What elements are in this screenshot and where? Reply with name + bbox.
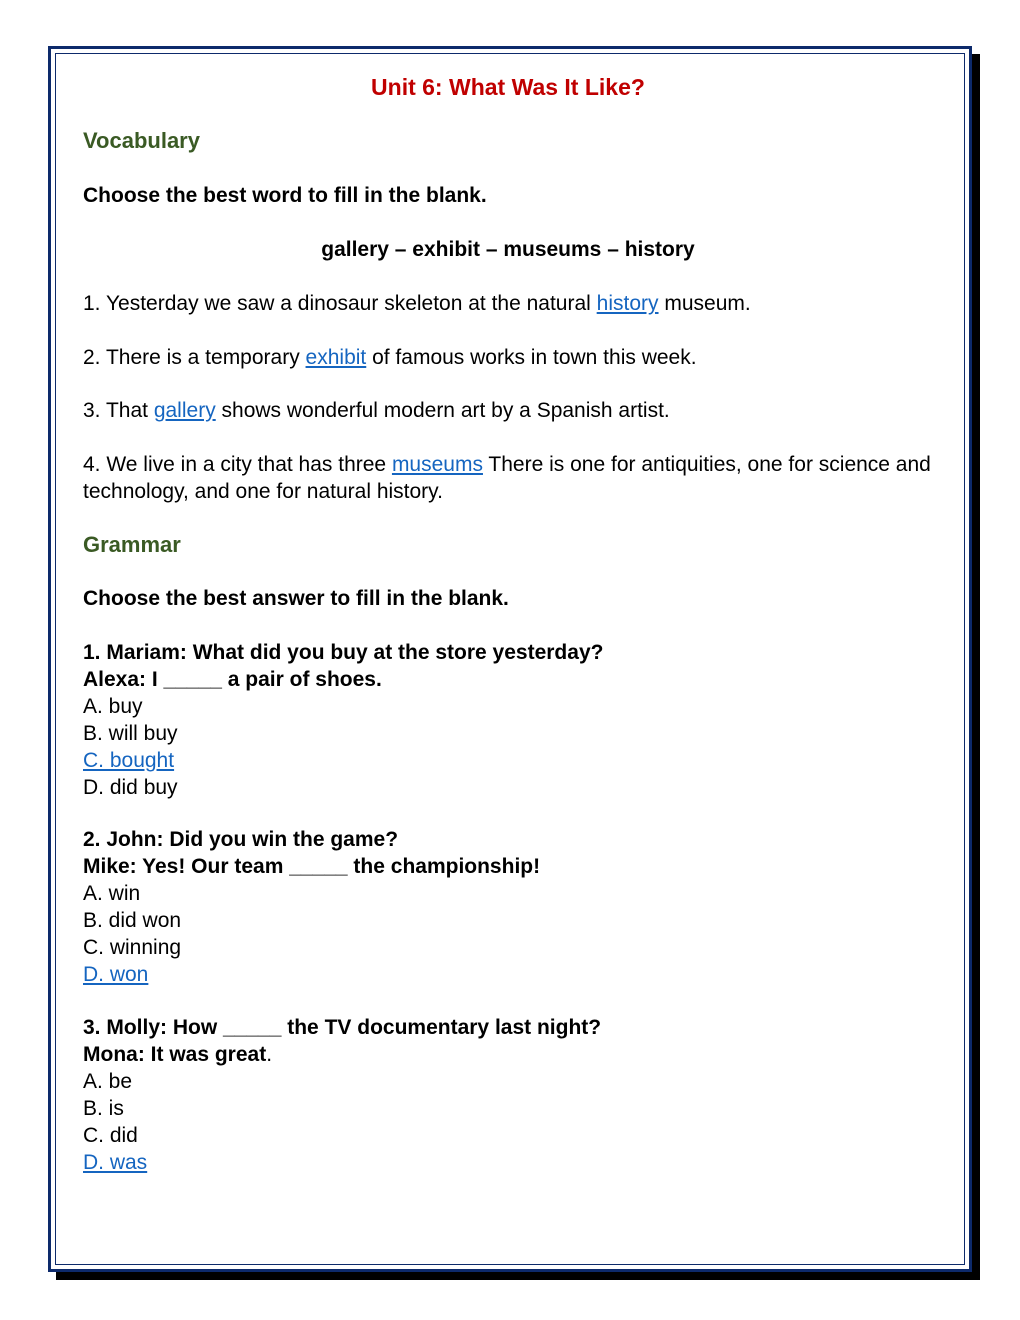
grammar-question	[83, 639, 603, 801]
option: C. did	[83, 1124, 138, 1147]
option: A. be	[83, 1070, 133, 1093]
grammar-instruction: Choose the best answer to fill in the blank.	[83, 587, 509, 610]
vocabulary-instruction: Choose the best word to fill in the blank.	[83, 184, 487, 207]
grammar-question	[83, 1014, 601, 1176]
correct-option: C. bought	[83, 749, 175, 772]
vocab-item-text: 2. There is a temporary	[83, 346, 306, 369]
response-text: Alexa: I _____ a pair of shoes.	[83, 668, 382, 691]
vocab-answer: museums	[391, 453, 483, 476]
question-response	[83, 853, 540, 880]
vocabulary-heading: Vocabulary	[83, 128, 200, 153]
option: B. did won	[83, 909, 182, 932]
correct-option: D. won	[83, 963, 149, 986]
grammar-heading: Grammar	[83, 532, 181, 557]
vocab-item	[83, 344, 697, 371]
vocab-item	[83, 451, 933, 505]
response-text: Mike: Yes! Our team _____ the championship!	[83, 855, 541, 878]
vocab-item-text: There is one for antiquities, one for science and technology, and one for natural history.	[83, 453, 931, 503]
vocab-answer: exhibit	[305, 346, 367, 369]
option: B. is	[83, 1097, 124, 1120]
vocab-item-text: museum.	[658, 292, 751, 315]
question-prompt: 3. Molly: How _____ the TV documentary last night?	[83, 1016, 602, 1039]
question-prompt: 2. John: Did you win the game?	[83, 828, 399, 851]
vocab-item-text: shows wonderful modern art by a Spanish artist.	[215, 399, 670, 422]
response-text: Mona: It was great	[83, 1043, 267, 1066]
option: C. winning	[83, 936, 182, 959]
vocab-answer: history	[596, 292, 659, 315]
vocab-item-text: 3. That	[83, 399, 154, 422]
vocab-item	[83, 290, 751, 317]
vocab-item-text: 4. We live in a city that has three	[83, 453, 392, 476]
grammar-question	[83, 826, 540, 988]
option: D. did buy	[83, 776, 178, 799]
vocab-item-text: of famous works in town this week.	[366, 346, 697, 369]
question-response	[83, 1041, 601, 1068]
option: A. buy	[83, 695, 143, 718]
response-tail: .	[266, 1043, 273, 1066]
vocab-answer: gallery	[153, 399, 216, 422]
question-prompt: 1. Mariam: What did you buy at the store yesterday?	[83, 641, 604, 664]
word-bank: gallery – exhibit – museums – history	[321, 238, 695, 261]
page-title: Unit 6: What Was It Like?	[371, 74, 645, 100]
question-response	[83, 666, 603, 693]
correct-option: D. was	[83, 1151, 148, 1174]
option: B. will buy	[83, 722, 178, 745]
option: A. win	[83, 882, 141, 905]
vocab-item	[83, 397, 670, 424]
vocab-item-text: 1. Yesterday we saw a dinosaur skeleton at the natural	[83, 292, 597, 315]
